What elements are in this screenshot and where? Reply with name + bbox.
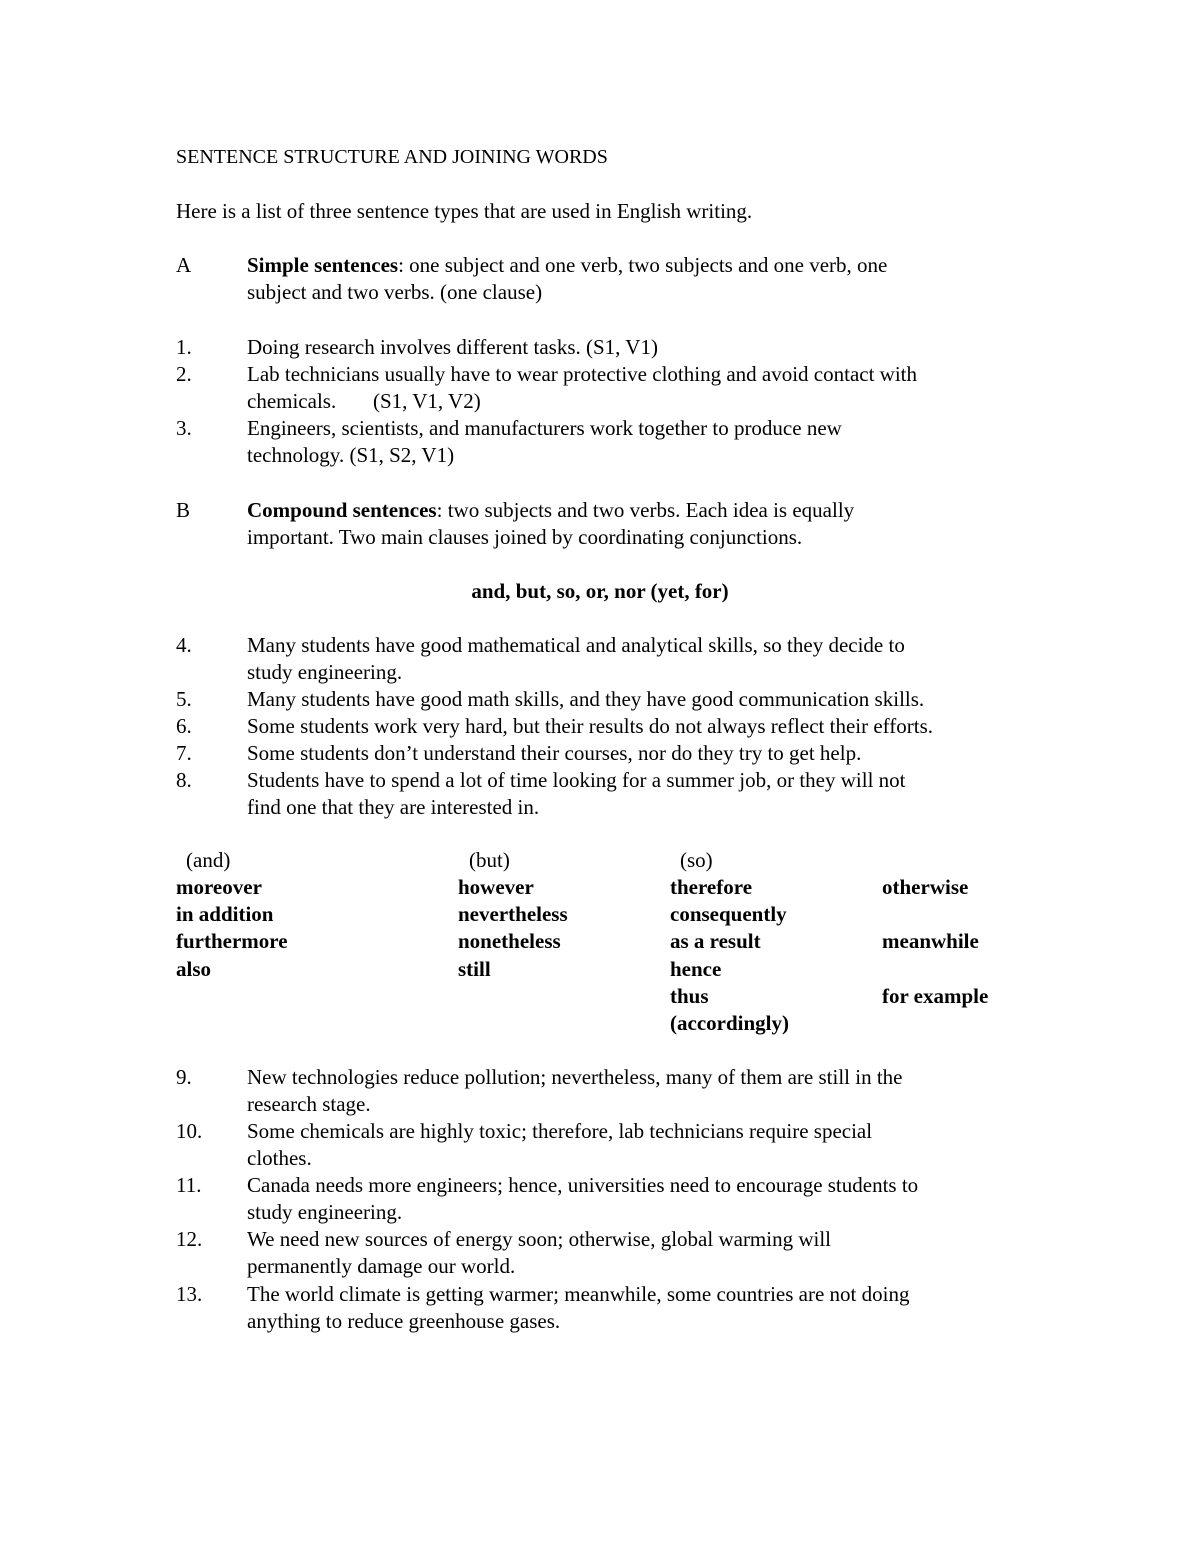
item-number: 8. [176,768,192,792]
section-a-line2: subject and two verbs. (one clause) [247,280,543,304]
item-text: New technologies reduce pollution; nevertheless, many of them are still in the [247,1065,903,1089]
item-text: We need new sources of energy soon; otherwise, global warming will [247,1227,832,1251]
item-text-continued: chemicals. (S1, V1, V2) [247,389,481,413]
item-text-continued: research stage. [247,1092,371,1116]
transition-word: therefore [670,875,753,899]
conjunctions-list: and, but, so, or, nor (yet, for) [471,579,729,603]
transition-word: meanwhile [882,929,979,953]
section-b-marker: B [176,498,191,522]
item-number: 3. [176,416,192,440]
transition-word: however [458,875,534,899]
column-header-so: (so) [680,848,713,872]
transition-word: moreover [176,875,262,899]
item-text: Some chemicals are highly toxic; therefore, lab technicians require special [247,1119,873,1143]
transition-word: furthermore [176,929,288,953]
item-number: 12. [176,1227,203,1251]
section-b-heading: Compound sentences [247,498,437,522]
item-number: 4. [176,633,192,657]
transition-word: hence [670,957,722,981]
item-text-continued: technology. (S1, S2, V1) [247,443,455,467]
item-text: Many students have good math skills, and they have good communication skills. [247,687,925,711]
transition-word: thus [670,984,709,1008]
transition-word: in addition [176,902,274,926]
transition-word: consequently [670,902,787,926]
item-text: The world climate is getting warmer; meanwhile, some countries are not doing [247,1282,910,1306]
section-a-heading: Simple sentences [247,253,399,277]
transition-word: for example [882,984,989,1008]
item-number: 7. [176,741,192,765]
transition-word: (accordingly) [670,1011,789,1035]
item-text: Engineers, scientists, and manufacturers work together to produce new [247,416,842,440]
section-b-line2: important. Two main clauses joined by coordinating conjunctions. [247,525,803,549]
item-text-continued: find one that they are interested in. [247,795,540,819]
item-number: 13. [176,1282,203,1306]
item-text-continued: permanently damage our world. [247,1254,516,1278]
column-header-but: (but) [469,848,510,872]
item-number: 2. [176,362,192,386]
item-number: 1. [176,335,192,359]
transition-word: otherwise [882,875,969,899]
item-text: Some students don’t understand their courses, nor do they try to get help. [247,741,862,765]
item-number: 5. [176,687,192,711]
item-number: 10. [176,1119,203,1143]
item-text-continued: study engineering. [247,660,403,684]
item-number: 9. [176,1065,192,1089]
column-header-and: (and) [186,848,231,872]
item-text: Some students work very hard, but their results do not always reflect their efforts. [247,714,934,738]
page-title: SENTENCE STRUCTURE AND JOINING WORDS [176,146,608,168]
item-text-continued: study engineering. [247,1200,403,1224]
transition-word: still [458,957,491,981]
transition-word: also [176,957,212,981]
item-text: Doing research involves different tasks. (S1, V1) [247,335,658,359]
section-b-line1: : two subjects and two verbs. Each idea is equally [436,498,855,522]
item-text-continued: clothes. [247,1146,312,1170]
item-text: Students have to spend a lot of time looking for a summer job, or they will not [247,768,906,792]
item-text: Canada needs more engineers; hence, universities need to encourage students to [247,1173,919,1197]
section-a-line1: : one subject and one verb, two subjects and one verb, one [398,253,888,277]
item-text-continued: anything to reduce greenhouse gases. [247,1309,561,1333]
transition-word: nevertheless [458,902,568,926]
item-text: Many students have good mathematical and analytical skills, so they decide to [247,633,905,657]
transition-word: as a result [670,929,761,953]
transition-word: nonetheless [458,929,561,953]
item-text: Lab technicians usually have to wear protective clothing and avoid contact with [247,362,918,386]
item-number: 6. [176,714,192,738]
item-number: 11. [176,1173,202,1197]
intro-text: Here is a list of three sentence types that are used in English writing. [176,199,753,223]
section-a-marker: A [176,253,192,277]
